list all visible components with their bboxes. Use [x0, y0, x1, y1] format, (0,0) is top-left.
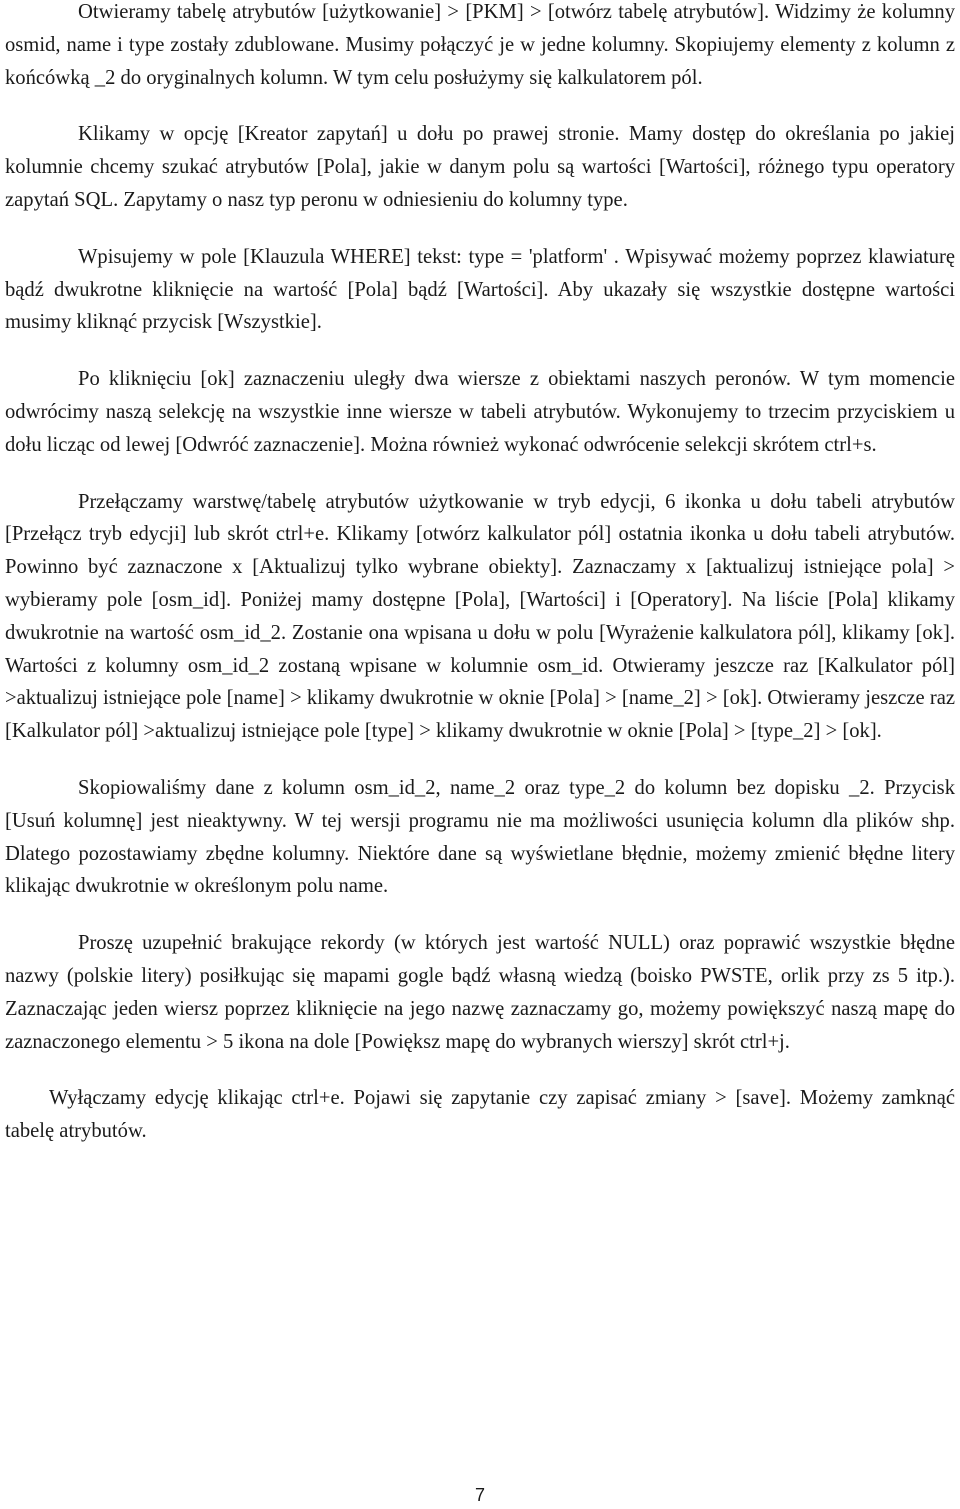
page-number: 7 — [474, 1485, 485, 1505]
paragraph-open-attribute-table: Otwieramy tabelę atrybutów [użytkowanie] > [PKM] > [otwórz tabelę atrybutów]. Widzimy że kolumny osmid, name i type zostały zdublowane. Musimy połączyć je w jedne kolumny. Skopiujemy elementy z kolumn z końcówką _2 do oryginalnych kolumn. W tym celu posłużymy się kalkulatorem pól. — [5, 1, 955, 89]
paragraph-disable-editing: Wyłączamy edycję klikając ctrl+e. Pojawi się zapytanie czy zapisać zmiany > [save]. Możemy zamknąć tabelę atrybutów. — [5, 1087, 955, 1143]
document-body — [5, 0, 955, 1172]
paragraph-where-clause: Wpisujemy w pole [Klauzula WHERE] tekst: type = 'platform' . Wpisywać możemy poprzez klawiaturę bądź dwukrotne kliknięcie na wartość [Pola] bądź [Wartości]. Aby ukazały się wszystkie dostępne wartości musimy kliknąć przycisk [Wszystkie]. — [5, 245, 955, 334]
paragraph-copied-columns: Skopiowaliśmy dane z kolumn osm_id_2, name_2 oraz type_2 do kolumn bez dopisku _2. Przycisk [Usuń kolumnę] jest nieaktywny. W tej wersji programu nie ma możliwości usunięcia kolumn dla plików shp. Dlatego pozostawiamy zbędne kolumny. Niektóre dane są wyświetlane błędnie, możemy zmienić błędne litery klikając dwukrotnie w określonym polu name. — [5, 776, 955, 898]
paragraph-field-calculator: Przełączamy warstwę/tabelę atrybutów użytkowanie w tryb edycji, 6 ikonka u dołu tabeli atrybutów [Przełącz tryb edycji] lub skrót ctrl+e. Klikamy [otwórz kalkulator pól] ostatnia ikonka u dołu tabeli atrybutów. Powinno być zaznaczone x [Aktualizuj tylko wybrane obiekty]. Zaznaczamy x [aktualizuj istniejące pola] > wybieramy pole [osm_id]. Poniżej mamy dostępne [Pola], [Wartości] i [Operatory]. Na liście [Pola] klikamy dwukrotnie na wartość osm_id_2. Zostanie ona wpisana u dołu w polu [Wyrażenie kalkulatora pól], klikamy [ok]. Wartości z kolumny osm_id_2 zostaną wpisane w kolumnie osm_id. Otwieramy jeszcze raz [Kalkulator pól] >aktualizuj istniejące pole [name] > klikamy dwukrotnie w oknie [Pola] > [name_2] > [ok]. Otwieramy jeszcze raz [Kalkulator pól] >aktualizuj istniejące pole [type] > klikamy dwukrotnie w oknie [Pola] > [type_2] > [ok]. — [5, 490, 955, 743]
paragraph-fill-missing-records: Proszę uzupełnić brakujące rekordy (w których jest wartość NULL) oraz poprawić wszystkie błędne nazwy (polskie litery) posiłkując się mapami gogle bądź własną wiedzą (boisko PWSTE, orlik przy zs 5 itp.). Zaznaczając jeden wiersz poprzez kliknięcie na jego nazwę zaznaczamy go, możemy powiększyć naszą mapę do zaznaczonego elementu > 5 ikona na dole [Powiększ mapę do wybranych wierszy] skrót ctrl+j. — [5, 932, 955, 1053]
paragraph-query-builder: Klikamy w opcję [Kreator zapytań] u dołu po prawej stronie. Mamy dostęp do określania po jakiej kolumnie chcemy szukać atrybutów [Pola], jakie w danym polu są wartości [Wartości], różnego typu operatory zapytań SQL. Zapytamy o nasz typ peronu w odniesieniu do kolumny type. — [5, 123, 955, 211]
paragraph-invert-selection: Po kliknięciu [ok] zaznaczeniu uległy dwa wiersze z obiektami naszych peronów. W tym momencie odwrócimy naszą selekcję na wszystkie inne wiersze w tabeli atrybutów. Wykonujemy to trzecim przyciskiem u dołu licząc od lewej [Odwróć zaznaczenie]. Można również wykonać odwrócenie selekcji skrótem ctrl+s. — [5, 368, 955, 456]
